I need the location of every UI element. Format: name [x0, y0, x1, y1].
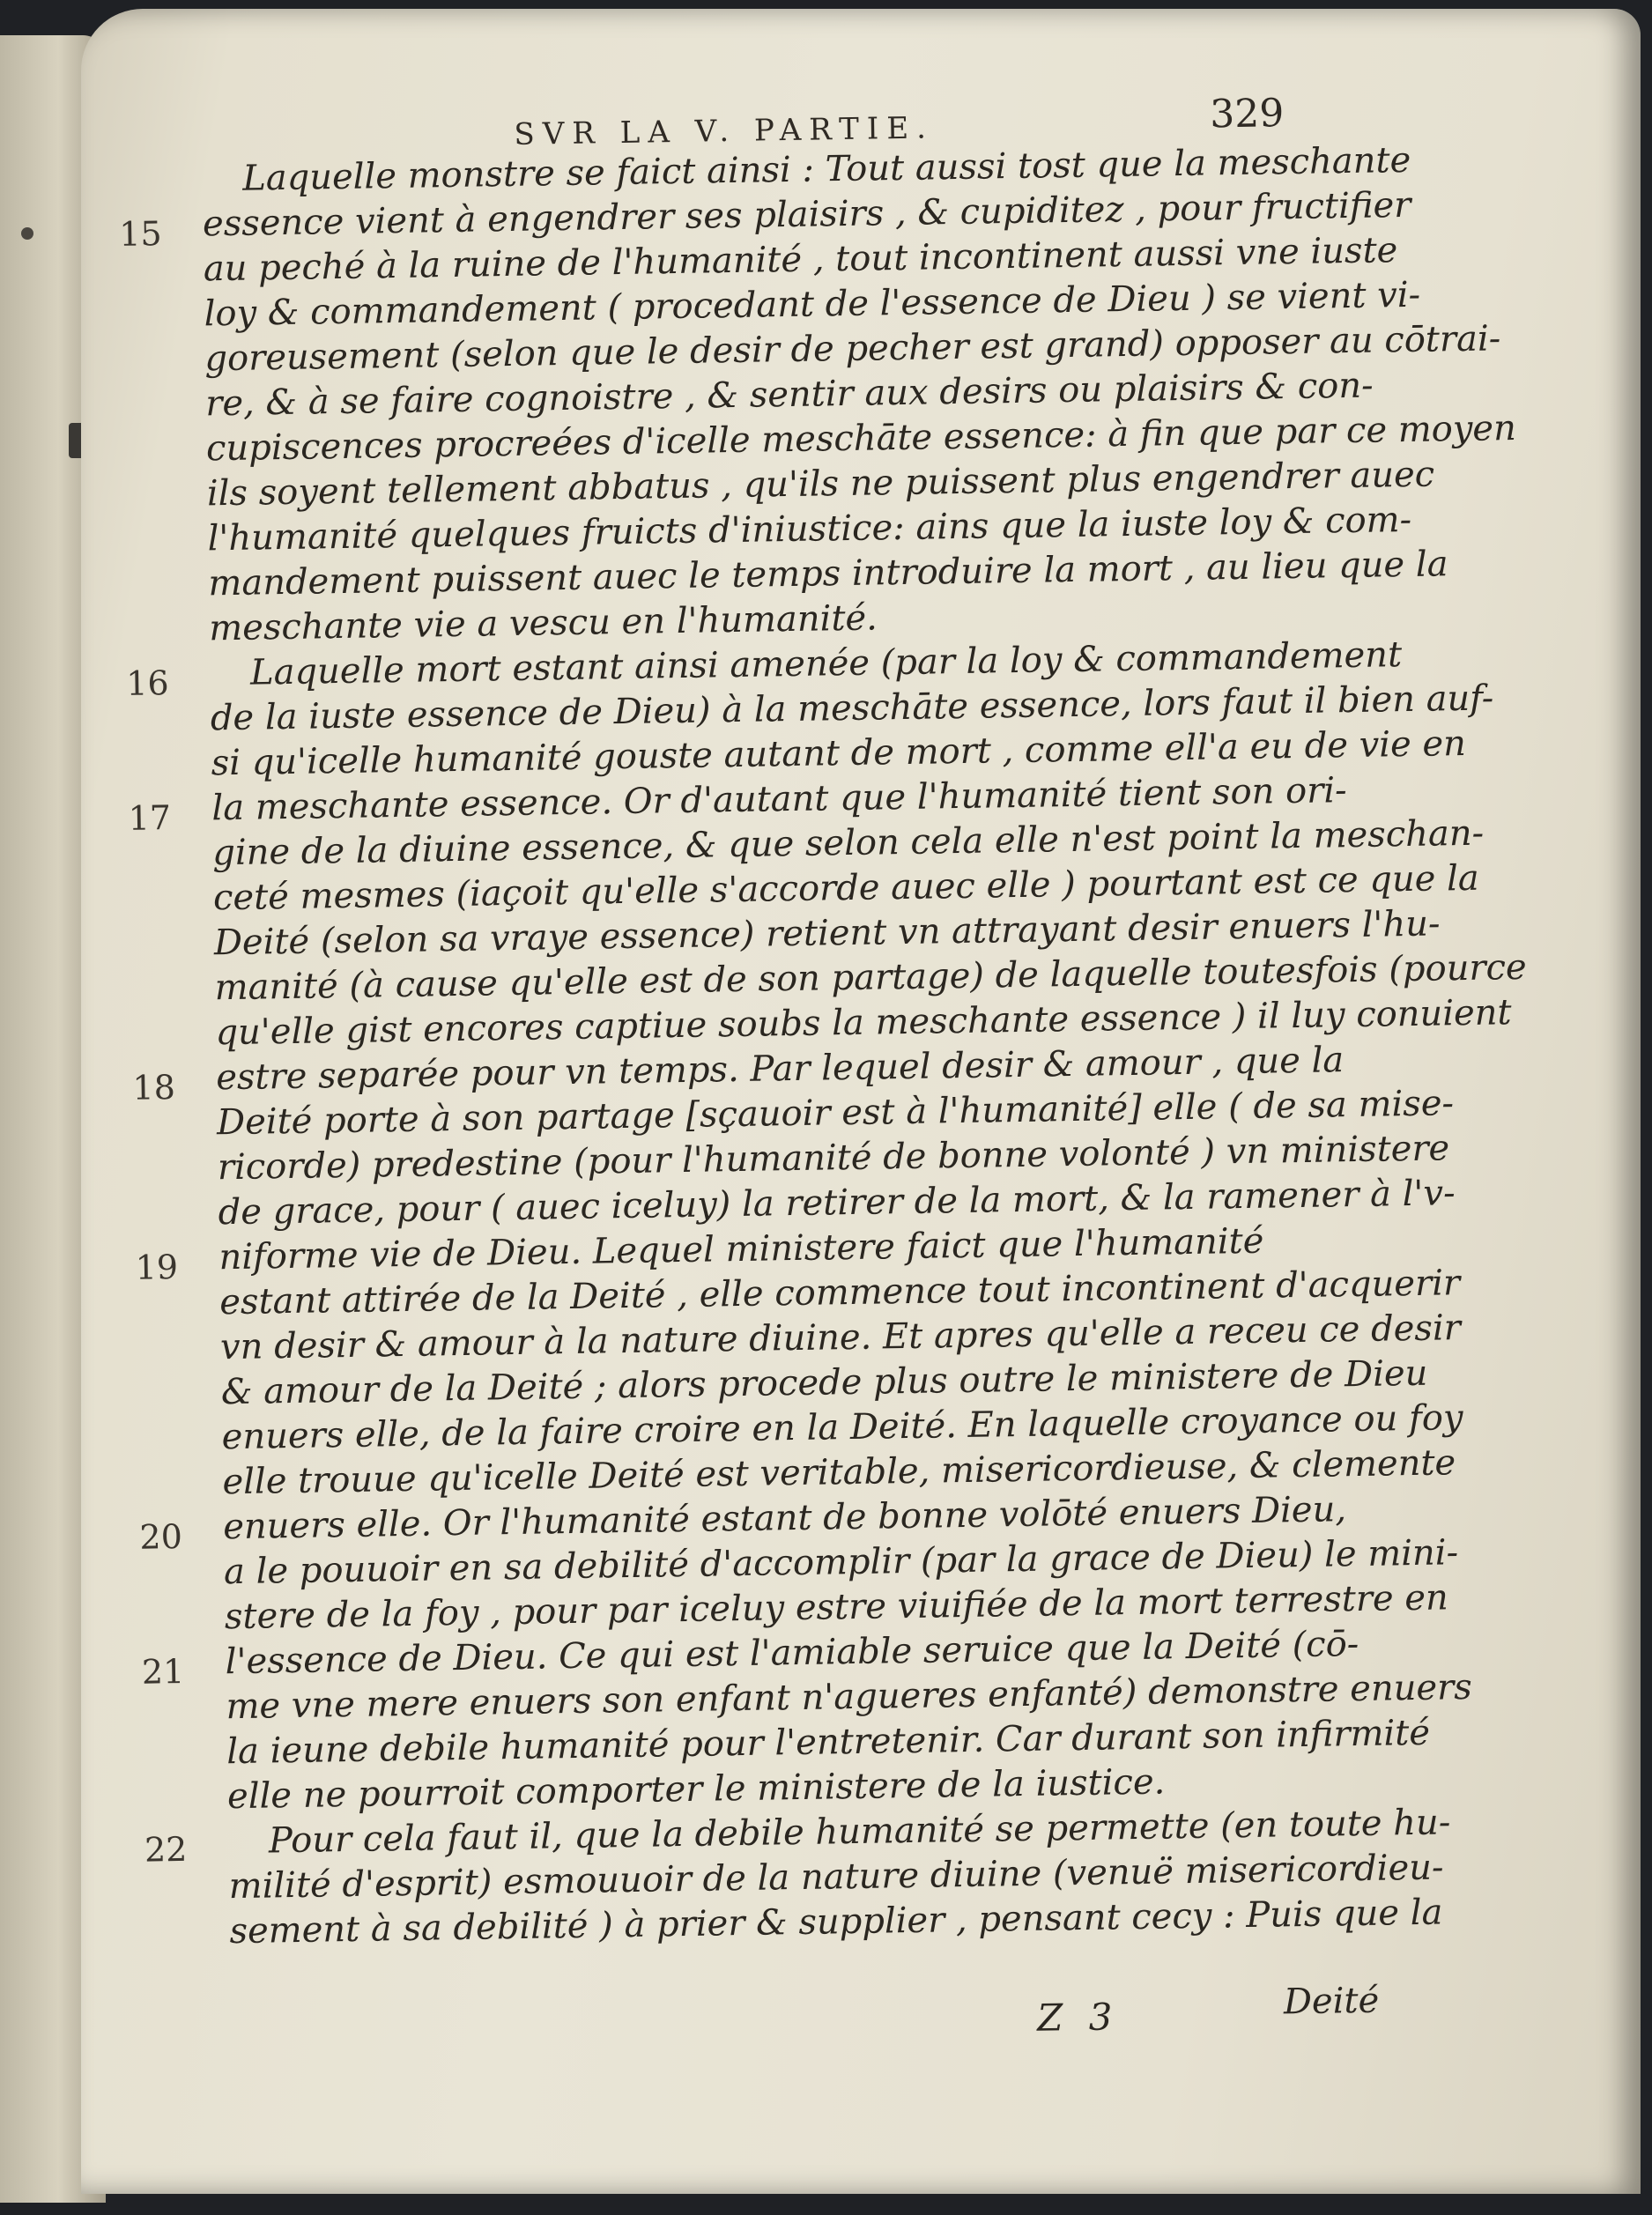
text-line: meschante vie a vescu en l'humanité.: [208, 597, 878, 649]
text-line: Laquelle mort estant ainsi amenée (par la loy & commandement: [249, 634, 1403, 693]
text-line: elle trouue qu'icelle Deité est veritable, misericordieuse, & clemente: [222, 1442, 1456, 1503]
running-title: SVR LA V. PARTIE.: [514, 110, 935, 152]
text-line: estant attirée de la Deité , elle commence tout incontinent d'acquerir: [219, 1263, 1461, 1323]
text-line: qu'elle gist encores captiue soubs la meschante essence ) il luy conuient: [215, 992, 1512, 1054]
text-line: goreusement (selon que le desir de pecher est grand) opposer au cōtrai-: [204, 318, 1501, 380]
text-line: me vne mere enuers son enfant n'agueres enfanté) demonstre enuers: [226, 1666, 1473, 1728]
text-line: enuers elle. Or l'humanité estant de bonne volōté enuers Dieu,: [222, 1489, 1347, 1548]
text-line: vn desir & amour à la nature diuine. Et apres qu'elle a receu ce desir: [219, 1308, 1462, 1368]
text-line: essence vient à engendrer ses plaisirs , & cupiditez , pour fructifier: [202, 184, 1411, 245]
text-line: Pour cela faut il, que la debile humanité se permette (en toute hu-: [268, 1802, 1451, 1862]
page-number: 329: [1209, 91, 1285, 137]
text-line: gine de la diuine essence, & que selon cela elle n'est point la meschan-: [211, 812, 1485, 874]
verse-number: 17: [128, 798, 172, 838]
text-line: enuers elle, de la faire croire en la Deité. En laquelle croyance ou foy: [221, 1397, 1463, 1458]
text-line: de la iuste essence de Dieu) à la meschāte essence, lors faut il bien auf-: [210, 678, 1494, 739]
text-line: a le pouuoir en sa debilité d'accomplir (par la grace de Dieu) le mini-: [223, 1532, 1459, 1593]
verse-number: 15: [118, 214, 162, 254]
verse-number: 22: [144, 1829, 188, 1870]
text-line: Deité (selon sa vraye essence) retient vn attrayant desir enuers l'hu-: [213, 903, 1441, 964]
text-line: la meschante essence. Or d'autant que l'humanité tient son ori-: [211, 770, 1347, 829]
text-line: de grace, pour ( auec iceluy) la retirer de la mort, & la ramener à l'v-: [218, 1173, 1456, 1233]
verse-number: 16: [125, 663, 169, 703]
text-line: stere de la foy , pour par iceluy estre viuifiée de la mort terrestre en: [224, 1577, 1449, 1638]
text-line: cupiscences procreées d'icelle meschāte essence: à fin que par ce moyen: [205, 408, 1517, 470]
verse-number: 19: [135, 1247, 179, 1287]
text-line: sement à sa debilité ) à prier & supplier , pensant cecy : Puis que la: [229, 1892, 1443, 1952]
text-line: elle ne pourroit comporter le ministere de la iustice.: [226, 1761, 1166, 1818]
text-line: manité (à cause qu'elle est de son partage) de laquelle toutesfois (pource: [214, 946, 1527, 1009]
text-line: re, & à se faire cognoistre , & sentir aux desirs ou plaisirs & con-: [204, 365, 1374, 425]
text-line: la ieune debile humanité pour l'entretenir. Car durant son infirmité: [226, 1712, 1431, 1773]
text-line: si qu'icelle humanité gouste autant de mort , comme ell'a eu de vie en: [211, 722, 1467, 784]
verse-number: 20: [139, 1516, 183, 1557]
text-line: loy & commandement ( procedant de l'essence de Dieu ) se vient vi-: [204, 274, 1421, 335]
signature-mark: Z 3: [1036, 1995, 1120, 2040]
text-line: ils soyent tellement abbatus , qu'ils ne puissent plus engendrer auec: [206, 454, 1435, 515]
text-line: & amour de la Deité ; alors procede plus outre le ministere de Dieu: [220, 1352, 1428, 1413]
text-line: estre separée pour vn temps. Par lequel desir & amour , que la: [215, 1040, 1345, 1099]
text-line: l'essence de Dieu. Ce qui est l'amiable seruice que la Deité (cō-: [225, 1623, 1359, 1683]
text-line: mandement puissent auec le temps introduire la mort , au lieu que la: [208, 544, 1448, 604]
text-line: l'humanité quelques fruicts d'iniustice: ains que la iuste loy & com-: [207, 499, 1412, 559]
text-line: Laquelle monstre se faict ainsi : Tout aussi tost que la meschante: [241, 139, 1411, 199]
text-line: au peché à la ruine de l'humanité , tout incontinent aussi vne iuste: [203, 230, 1398, 290]
verse-number: 18: [132, 1068, 176, 1108]
catchword: Deité: [1283, 1980, 1380, 2023]
body-text: [202, 138, 1527, 1954]
text-line: ceté mesmes (iaçoit qu'elle s'accorde auec elle ) pourtant est ce que la: [212, 857, 1480, 919]
verse-number: 21: [141, 1651, 185, 1692]
text-line: niforme vie de Dieu. Lequel ministere faict que l'humanité: [219, 1220, 1264, 1278]
text-line: Deité porte à son partage [sçauoir est à l'humanité] elle ( de sa mise-: [216, 1083, 1455, 1144]
text-line: ricorde) predestine (pour l'humanité de bonne volonté ) vn ministere: [217, 1128, 1450, 1189]
text-line: milité d'esprit) esmouuoir de la nature diuine (venuë misericordieu-: [228, 1847, 1444, 1908]
